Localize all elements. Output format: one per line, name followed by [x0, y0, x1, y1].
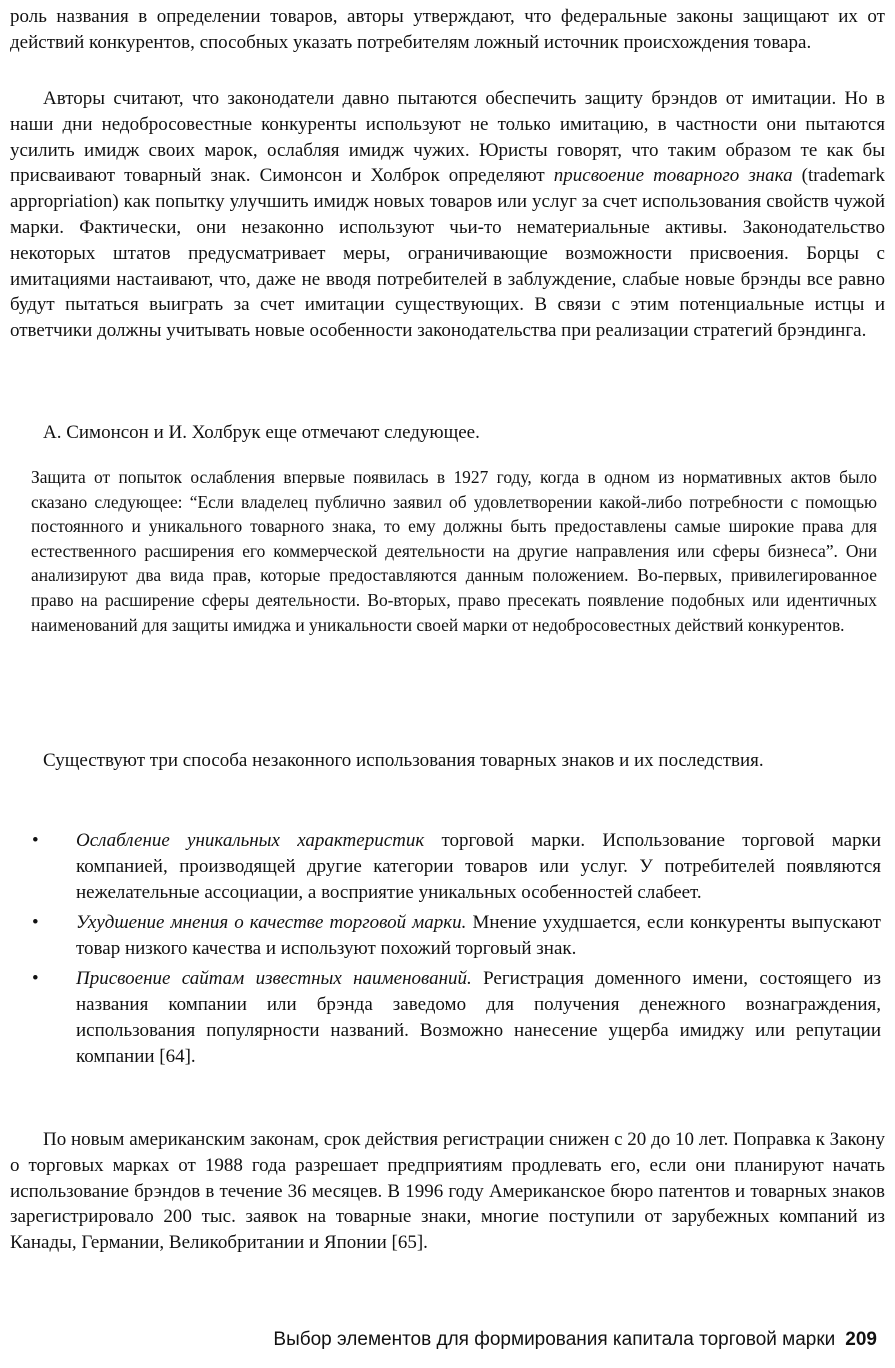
paragraph-2-text-a: Авторы считают, что законодатели давно пытаются обеспечить защиту брэндов от имитации. Но в наши дни недобросовестные конкуренты используют не только имитацию, в частности они пытаются усилить имидж своих марок, ослабляя имидж чужих. Юристы говорят, что таким образом те как бы присваивают товарный знак. Симонсон и Холброк определяют — [10, 88, 885, 187]
paragraph-4: Существуют три способа незаконного использования товарных знаков и их последствия. — [43, 750, 764, 771]
bullet-dot: • — [32, 968, 39, 989]
paragraph-5: По новым американским законам, срок действия регистрации снижен с 20 до 10 лет. Поправка к Закону о торговых марках от 1988 года разрешает предприятиям продлевать его, если они планируют начать использование брэндов в течение 36 месяцев. В 1996 году Американское бюро патентов и товарных знаков зарегистрировало 200 тыс. заявок на товарные знаки, многие поступили от зарубежных компаний из Канады, Германии, Великобритании и Японии [65]. — [10, 1129, 885, 1254]
paragraph-2-text-b: (trademark apprоpriation) как попытку улучшить имидж новых товаров или услуг за счет использования свойств чужой марки. Фактически, они незаконно используют чьи-то нематериальные активы. Законодательство некоторых штатов предусматривает меры, ограничивающие возможности присвоения. Борцы с имитациями настаивают, что, даже не вводя потребителей в заблуждение, слабые новые брэнды все равно будут пытаться выиграть за счет имитации существующих. В связи с этим потенциальные истцы и ответчики должны учитывать новые особенности законодательства при реализации стратегий брэндинга. — [10, 165, 886, 342]
block-quote: Защита от попыток ослабления впервые появилась в 1927 году, когда в одном из нормативных актов было сказано следующее: “Если владелец публично заявил об удовлетворении какой-либо потребности с помощью постоянного и уникального товарного знака, то ему должны быть предоставлены самые широкие права для естественного расширения его коммерческой деятельности на другие направления или сферы бизнеса”. Они анализируют два вида прав, которые предоставляются данным положением. Во-первых, привилегированное право на расширение сферы деятельности. Во-вторых, право пресекать появление подобных или идентичных наименований для защиты имиджа и уникальности своей марки от недобросовестных действий конкурентов. — [31, 467, 877, 635]
term-trademark-appropriation: присвоение товарного знака — [553, 165, 793, 187]
list-item-text: торговой марки. Использование торговой марки компанией, производящей другие категории товаров или услуг. У потребителей появляются нежелательные ассоциации, а восприятие уникальных особенностей слабеет. — [76, 830, 881, 903]
paragraph-3: А. Симонсон и И. Холбрук еще отмечают следующее. — [43, 422, 480, 443]
footer-title: Выбор элементов для формирования капитала торговой марки — [273, 1329, 836, 1350]
list-item-term: Присвоение сайтам известных наименований. — [76, 968, 472, 989]
list-item — [32, 828, 881, 906]
list-item-text: Регистрация доменного имени, состоящего из названия компании или брэнда заведомо для получения денежного вознаграждения, использования популярности названий. Возможно нанесение ущерба имиджу или репутации компании [64]. — [76, 968, 881, 1067]
bullet-dot: • — [32, 830, 39, 851]
list-item-text: Мнение ухудшается, если конкуренты выпускают товар низкого качества и используют похожий торговый знак. — [76, 912, 881, 959]
page-number: 209 — [845, 1329, 877, 1350]
list-item — [32, 966, 881, 1070]
list-item-term: Ослабление уникальных характеристик — [76, 830, 425, 851]
running-footer — [273, 1329, 877, 1351]
bullet-list — [0, 828, 895, 1074]
paragraph-1: роль названия в определении товаров, авторы утверждают, что федеральные законы защищают их от действий конкурентов, способных указать потребителям ложный источник происхождения товара. — [10, 6, 885, 53]
bullet-dot: • — [32, 912, 39, 933]
list-item-term: Ухудшение мнения о качестве торговой марки. — [76, 912, 467, 933]
list-item — [32, 910, 881, 962]
paragraph-2 — [10, 86, 885, 344]
